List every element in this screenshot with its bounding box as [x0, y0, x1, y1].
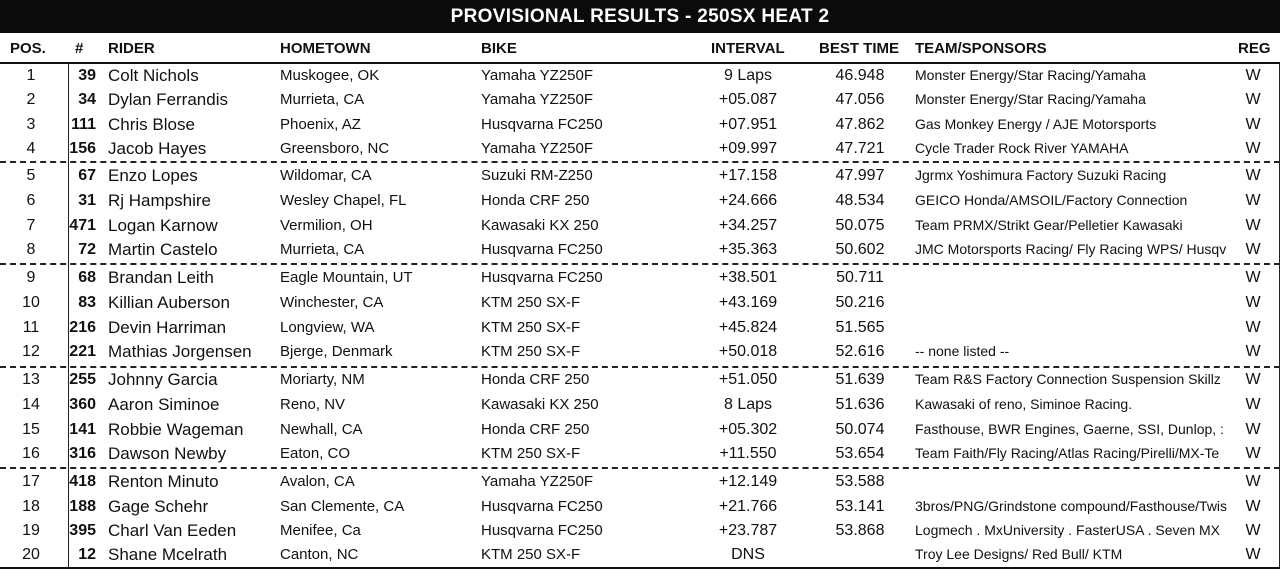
hometown: Menifee, Ca	[280, 522, 361, 539]
rider-number: 31	[78, 192, 96, 209]
team-sponsors: Team Faith/Fly Racing/Atlas Racing/Pirelli/MX-Te	[915, 445, 1220, 461]
table-row	[0, 213, 1280, 238]
hometown: Murrieta, CA	[280, 241, 365, 258]
best-time: 50.602	[835, 241, 885, 258]
best-time: 51.636	[835, 396, 885, 413]
bike: Honda CRF 250	[481, 371, 590, 388]
registration: W	[1245, 396, 1261, 413]
hometown: Greensboro, NC	[280, 140, 390, 157]
team-sponsors: GEICO Honda/AMSOIL/Factory Connection	[915, 192, 1188, 208]
interval: +11.550	[719, 445, 777, 462]
rider-name: Killian Auberson	[108, 293, 230, 312]
registration: W	[1245, 343, 1261, 360]
best-time	[818, 542, 902, 567]
interval: +51.050	[718, 371, 778, 388]
bike: Kawasaki KX 250	[481, 217, 599, 234]
table-row	[0, 367, 1280, 392]
table-row	[0, 188, 1280, 213]
rider-name: Aaron Siminoe	[108, 395, 220, 414]
hometown: Reno, NV	[280, 396, 346, 413]
best-time: 53.588	[835, 473, 885, 490]
hometown: Avalon, CA	[280, 473, 355, 490]
interval: 8 Laps	[723, 396, 773, 413]
hometown: Moriarty, NM	[280, 371, 365, 388]
table-bottom-border	[0, 567, 1280, 569]
table-row	[0, 87, 1280, 112]
registration: W	[1245, 217, 1261, 234]
interval: +05.302	[718, 421, 778, 438]
table-row	[0, 265, 1280, 290]
team-sponsors	[915, 265, 1233, 290]
table-row	[0, 112, 1280, 137]
interval: +43.169	[718, 294, 778, 311]
registration: W	[1245, 269, 1261, 286]
bike: KTM 250 SX-F	[481, 546, 581, 563]
rider-name: Dawson Newby	[108, 444, 227, 463]
rider-name: Robbie Wageman	[108, 420, 244, 439]
rider-number: 471	[69, 217, 96, 234]
registration: W	[1245, 116, 1261, 133]
header-bike: BIKE	[481, 40, 517, 57]
header-rider: RIDER	[108, 40, 155, 57]
rider-name: Enzo Lopes	[108, 166, 198, 185]
table-row	[0, 494, 1280, 519]
rider-number: 188	[69, 498, 96, 515]
registration: W	[1245, 522, 1261, 539]
team-sponsors: JMC Motorsports Racing/ Fly Racing WPS/ Husqv	[915, 241, 1227, 257]
rider-name: Gage Schehr	[108, 497, 209, 516]
row-pos: 5	[26, 167, 36, 184]
best-time: 50.216	[835, 294, 885, 311]
row-pos: 4	[26, 140, 36, 157]
registration: W	[1245, 67, 1261, 84]
best-time: 46.948	[835, 67, 885, 84]
bike: KTM 250 SX-F	[481, 445, 581, 462]
rider-number: 216	[69, 319, 96, 336]
best-time: 47.997	[835, 167, 885, 184]
registration: W	[1245, 445, 1261, 462]
team-sponsors: Gas Monkey Energy / AJE Motorsports	[915, 116, 1157, 132]
registration: W	[1245, 91, 1261, 108]
team-sponsors: Logmech . MxUniversity . FasterUSA . Seven MX	[915, 522, 1220, 538]
row-pos: 10	[22, 294, 40, 311]
header-reg: REG	[1238, 40, 1271, 57]
hometown: San Clemente, CA	[280, 498, 405, 515]
rider-name: Charl Van Eeden	[108, 521, 237, 540]
rider-number: 141	[69, 421, 96, 438]
best-time: 52.616	[835, 343, 885, 360]
table-row	[0, 469, 1280, 494]
row-pos: 6	[26, 192, 36, 209]
hometown: Murrieta, CA	[280, 91, 365, 108]
row-pos: 9	[26, 269, 36, 286]
rider-number: 83	[78, 294, 96, 311]
bike: KTM 250 SX-F	[481, 343, 581, 360]
hometown: Longview, WA	[280, 319, 375, 336]
best-time: 53.141	[835, 498, 885, 515]
row-pos: 1	[26, 67, 36, 84]
rider-number: 67	[78, 167, 96, 184]
row-pos: 14	[22, 396, 40, 413]
team-sponsors: 3bros/PNG/Grindstone compound/Fasthouse/Twis	[915, 498, 1228, 514]
interval: +17.158	[718, 167, 778, 184]
team-sponsors	[915, 290, 1233, 315]
team-sponsors: -- none listed --	[915, 343, 1010, 359]
rider-number: 12	[78, 546, 96, 563]
best-time: 51.639	[835, 371, 885, 388]
best-time: 47.862	[835, 116, 885, 133]
hometown: Bjerge, Denmark	[280, 343, 393, 360]
team-sponsors: Kawasaki of reno, Siminoe Racing.	[915, 396, 1133, 412]
bike: Husqvarna FC250	[481, 241, 603, 258]
header-pos: POS.	[10, 40, 46, 57]
best-time: 50.711	[836, 269, 884, 286]
row-pos: 15	[22, 421, 40, 438]
row-pos: 19	[22, 522, 40, 539]
team-sponsors	[915, 315, 1233, 340]
header-number: #	[75, 40, 84, 57]
table-row	[0, 136, 1280, 161]
rider-number: 111	[71, 116, 96, 133]
registration: W	[1245, 421, 1261, 438]
rider-number: 418	[69, 473, 96, 490]
rider-number: 360	[69, 396, 96, 413]
hometown: Wesley Chapel, FL	[280, 192, 407, 209]
interval: +23.787	[718, 522, 778, 539]
best-time: 50.075	[835, 217, 885, 234]
bike: Husqvarna FC250	[481, 269, 603, 286]
best-time: 51.565	[835, 319, 885, 336]
interval: +50.018	[718, 343, 778, 360]
interval: +05.087	[718, 91, 778, 108]
bike: Honda CRF 250	[481, 421, 590, 438]
team-sponsors: Team PRMX/Strikt Gear/Pelletier Kawasaki	[915, 217, 1183, 233]
rider-name: Shane Mcelrath	[108, 545, 228, 564]
hometown: Vermilion, OH	[280, 217, 373, 234]
interval: +12.149	[718, 473, 778, 490]
rider-number: 395	[69, 522, 96, 539]
rider-number: 221	[69, 343, 96, 360]
hometown: Winchester, CA	[280, 294, 384, 311]
best-time: 50.074	[835, 421, 885, 438]
table-row	[0, 163, 1280, 188]
row-pos: 3	[26, 116, 36, 133]
rider-number: 39	[78, 67, 96, 84]
team-sponsors: Monster Energy/Star Racing/Yamaha	[915, 91, 1146, 107]
registration: W	[1245, 473, 1261, 490]
row-pos: 18	[22, 498, 40, 515]
hometown: Muskogee, OK	[280, 67, 380, 84]
bike: Honda CRF 250	[481, 192, 590, 209]
rider-name: Rj Hampshire	[108, 191, 211, 210]
group-separator	[0, 263, 1280, 265]
row-pos: 12	[22, 343, 40, 360]
registration: W	[1245, 167, 1261, 184]
results-title: PROVISIONAL RESULTS - 250SX HEAT 2	[0, 0, 1280, 33]
interval: +09.997	[718, 140, 778, 157]
hometown: Newhall, CA	[280, 421, 363, 438]
registration: W	[1245, 241, 1261, 258]
registration: W	[1245, 294, 1261, 311]
rider-name: Devin Harriman	[108, 318, 227, 337]
interval: +45.824	[718, 319, 778, 336]
team-sponsors: Monster Energy/Star Racing/Yamaha	[915, 67, 1146, 83]
bike: Suzuki RM-Z250	[481, 167, 593, 184]
rider-name: Colt Nichols	[108, 66, 199, 85]
bike: Kawasaki KX 250	[481, 396, 599, 413]
table-row	[0, 392, 1280, 417]
table-row	[0, 290, 1280, 315]
registration: W	[1245, 371, 1261, 388]
table-row	[0, 417, 1280, 442]
best-time: 48.534	[835, 192, 885, 209]
hometown: Eagle Mountain, UT	[280, 269, 413, 286]
hometown: Wildomar, CA	[280, 167, 372, 184]
bike: KTM 250 SX-F	[481, 319, 581, 336]
header-team: TEAM/SPONSORS	[915, 40, 1047, 57]
team-sponsors: Fasthouse, BWR Engines, Gaerne, SSI, Dunlop, :	[915, 421, 1224, 437]
row-pos: 20	[22, 546, 40, 563]
header-best-time: BEST TIME	[819, 40, 900, 57]
interval: +07.951	[718, 116, 778, 133]
bike: Yamaha YZ250F	[481, 91, 594, 108]
group-separator	[0, 467, 1280, 469]
table-row	[0, 237, 1280, 262]
hometown: Eaton, CO	[280, 445, 351, 462]
rider-number: 34	[78, 91, 96, 108]
rider-number: 255	[69, 371, 96, 388]
bike: Yamaha YZ250F	[481, 140, 594, 157]
team-sponsors	[915, 469, 1233, 494]
table-row	[0, 63, 1280, 88]
best-time: 47.721	[835, 140, 885, 157]
interval: 9 Laps	[723, 67, 773, 84]
team-sponsors: Jgrmx Yoshimura Factory Suzuki Racing	[915, 167, 1167, 183]
registration: W	[1245, 546, 1261, 563]
row-pos: 2	[26, 91, 36, 108]
interval: DNS	[731, 546, 765, 563]
table-row	[0, 441, 1280, 466]
row-pos: 17	[22, 473, 40, 490]
rider-number: 72	[78, 241, 96, 258]
bike: Husqvarna FC250	[481, 522, 603, 539]
table-left-border	[68, 64, 69, 567]
best-time: 47.056	[835, 91, 885, 108]
rider-name: Jacob Hayes	[108, 139, 207, 158]
bike: Husqvarna FC250	[481, 498, 603, 515]
interval: +34.257	[718, 217, 778, 234]
rider-number: 68	[78, 269, 96, 286]
header-interval: INTERVAL	[711, 40, 785, 57]
rider-name: Renton Minuto	[108, 472, 219, 491]
bike: Yamaha YZ250F	[481, 473, 594, 490]
rider-name: Martin Castelo	[108, 240, 218, 259]
hometown: Canton, NC	[280, 546, 359, 563]
header-hometown: HOMETOWN	[280, 40, 371, 57]
table-row	[0, 339, 1280, 364]
rider-name: Chris Blose	[108, 115, 195, 134]
team-sponsors: Team R&S Factory Connection Suspension Skillz	[915, 371, 1221, 387]
rider-name: Dylan Ferrandis	[108, 90, 228, 109]
interval: +38.501	[718, 269, 778, 286]
row-pos: 8	[26, 241, 36, 258]
rider-number: 316	[69, 445, 96, 462]
row-pos: 7	[26, 217, 36, 234]
registration: W	[1245, 140, 1261, 157]
group-separator	[0, 161, 1280, 163]
bike: Yamaha YZ250F	[481, 67, 594, 84]
table-row	[0, 542, 1280, 567]
rider-name: Brandan Leith	[108, 268, 214, 287]
registration: W	[1245, 192, 1261, 209]
registration: W	[1245, 319, 1261, 336]
row-pos: 13	[22, 371, 40, 388]
interval: +24.666	[718, 192, 778, 209]
team-sponsors: Cycle Trader Rock River YAMAHA	[915, 140, 1129, 156]
rider-number: 156	[69, 140, 96, 157]
best-time: 53.654	[835, 445, 885, 462]
bike: KTM 250 SX-F	[481, 294, 581, 311]
registration: W	[1245, 498, 1261, 515]
rider-name: Logan Karnow	[108, 216, 218, 235]
bike: Husqvarna FC250	[481, 116, 603, 133]
table-row	[0, 518, 1280, 543]
best-time: 53.868	[835, 522, 885, 539]
row-pos: 11	[22, 319, 40, 336]
rider-name: Johnny Garcia	[108, 370, 218, 389]
table-row	[0, 315, 1280, 340]
row-pos: 16	[22, 445, 40, 462]
rider-name: Mathias Jorgensen	[108, 342, 252, 361]
team-sponsors: Troy Lee Designs/ Red Bull/ KTM	[915, 546, 1123, 562]
hometown: Phoenix, AZ	[280, 116, 361, 133]
group-separator	[0, 366, 1280, 368]
interval: +35.363	[718, 241, 778, 258]
interval: +21.766	[718, 498, 778, 515]
